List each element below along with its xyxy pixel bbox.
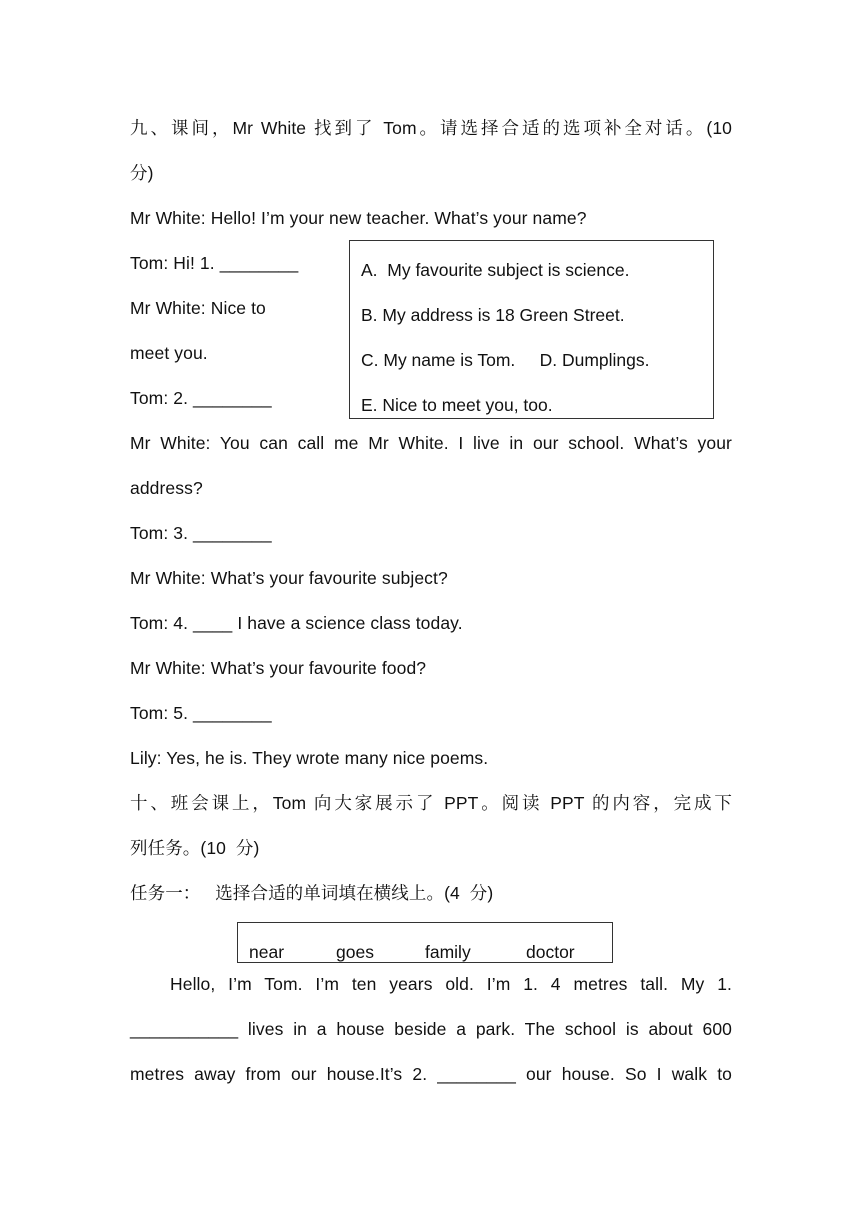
word-bank-item: doctor (526, 942, 575, 962)
dialogue-line: meet you. (130, 343, 208, 363)
word-bank-item: near (249, 942, 285, 962)
section-10-heading-cont: 列任务。(10 分) (130, 838, 260, 858)
dialogue-line: Lily: Yes, he is. They wrote many nice poems. (130, 748, 489, 768)
dialogue-line: Mr White: Nice to (130, 298, 266, 318)
option-c-d: C. My name is Tom. D. Dumplings. (361, 350, 650, 370)
dialogue-line: Tom: 5. ________ (130, 703, 272, 723)
dialogue-line: Mr White: You can call me Mr White. I live in our school. What’s your (130, 433, 732, 453)
word-bank-box (237, 922, 613, 963)
dialogue-line: address? (130, 478, 203, 498)
dialogue-line: Tom: 2. ________ (130, 388, 272, 408)
section-9-heading-cont: 分) (130, 163, 154, 183)
word-bank-item: goes (336, 942, 374, 962)
dialogue-line: Tom: 4. ____ I have a science class today. (130, 613, 463, 633)
dialogue-line: Mr White: What’s your favourite food? (130, 658, 427, 678)
passage-line: metres away from our house.It’s 2. ________ our house. So I walk to (130, 1064, 732, 1084)
options-box (349, 240, 714, 419)
section-9-heading: 九、课间，Mr White 找到了 Tom。请选择合适的选项补全对话。(10 (130, 118, 732, 138)
task-1-instruction: 任务一： 选择合适的单词填在横线上。(4 分) (130, 883, 494, 903)
option-e: E. Nice to meet you, too. (361, 395, 553, 415)
dialogue-line: Tom: Hi! 1. ________ (130, 253, 299, 273)
option-b: B. My address is 18 Green Street. (361, 305, 625, 325)
passage-line: ___________ lives in a house beside a park. The school is about 600 (130, 1019, 732, 1039)
word-bank-item: family (425, 942, 471, 962)
dialogue-line: Mr White: Hello! I’m your new teacher. What’s your name? (130, 208, 587, 228)
section-10-heading: 十、班会课上，Tom 向大家展示了 PPT。阅读 PPT 的内容，完成下 (130, 793, 732, 813)
dialogue-line: Tom: 3. ________ (130, 523, 272, 543)
option-a: A. My favourite subject is science. (361, 260, 630, 280)
dialogue-line: Mr White: What’s your favourite subject? (130, 568, 448, 588)
passage-line: Hello, I’m Tom. I’m ten years old. I’m 1. 4 metres tall. My 1. (170, 974, 732, 994)
